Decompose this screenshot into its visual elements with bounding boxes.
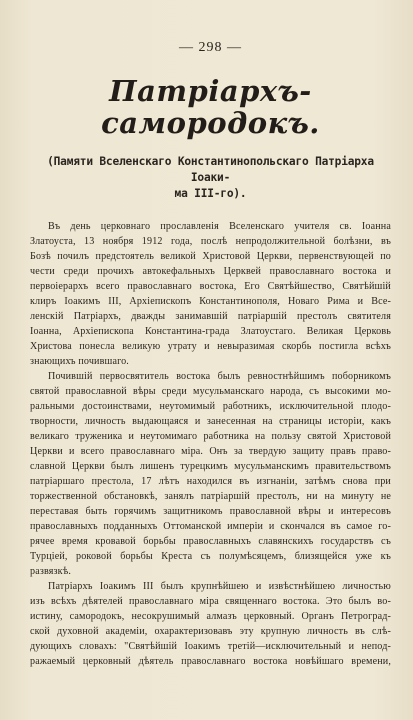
text-line: торжественной обстановкѣ, занялъ патріаршій престолъ, ни на минуту не — [30, 491, 391, 503]
text-line: изъ всѣхъ дѣятелей православнаго міра священнаго востока. Это былъ во- — [30, 596, 391, 608]
text-line: развязкѣ. — [30, 566, 72, 578]
text-line: славной Церкви былъ лишенъ турецкимъ мусульманскимъ правительствомъ — [30, 461, 391, 473]
text-line: ражаемый церковный дѣятель православнаго востока новѣйшаго времени, — [30, 656, 391, 668]
text-line: Въ день церковнаго прославленія Вселенскаго учителя св. Іоанна — [48, 221, 391, 233]
text-line: Бозѣ почилъ предстоятель великой Христовой Церкви, первенствующей по — [30, 251, 391, 263]
text-line: переставая быть горячимъ защитникомъ православной вѣры и интересовъ — [30, 506, 391, 518]
text-line: клиръ Іоакимъ III, Архіепископъ Константинополя, Новаго Рима и Все- — [30, 296, 391, 308]
text-line: ральными достоинствами, неутомимый работникъ, исключительной плодо- — [30, 401, 391, 413]
paragraph — [30, 369, 391, 579]
text-line: Турціей, роковой борьбы Креста съ полумѣсяцемъ, близящейся уже къ — [30, 551, 391, 563]
text-line: великаго труженика и неутомимаго работника на пользу святой Христовой — [30, 431, 391, 443]
article-body — [30, 219, 391, 669]
text-line: Златоуста, 13 ноября 1912 года, послѣ непродолжительной болѣзни, въ — [30, 236, 391, 248]
text-line: истину, самородокъ, несокрушимый алмазъ церковный. Органъ Петроград- — [30, 611, 391, 623]
subtitle-line: (Памяти Вселенскаго Константинопольскаго Патріарха Іоаки- — [47, 154, 374, 185]
text-line: святой православной вѣры среди мусульманскаго народа, съ высокими мо- — [30, 386, 391, 398]
page-number: — 298 — — [179, 40, 242, 55]
text-line: рячее время кровавой борьбы православныхъ славянскихъ государствъ съ — [30, 536, 391, 548]
text-line: православныхъ подданныхъ Оттоманской имперіи и скончался въ самое го- — [30, 521, 391, 533]
text-line: Христова понесла великую утрату и невыразимая скорбь постигла всѣхъ — [30, 341, 391, 353]
text-line: патріаршаго престола, 17 лѣтъ находился въ изгнаніи, затѣмъ снова при — [30, 476, 391, 488]
text-line: Почившій первосвятитель востока былъ ревностнѣйшимъ поборникомъ — [48, 371, 391, 383]
text-line: Церкви и всего православнаго міра. Онъ за твердую защиту правъ право- — [30, 446, 391, 458]
text-line: первоіерархъ всего православнаго востока, Его Святѣйшество, Святѣйшій — [30, 281, 391, 293]
text-line: Іоанна, Архіепископа Константина-града Златоустаго. Великая Церковь — [30, 326, 391, 338]
paragraph — [30, 579, 391, 669]
article-title: Патріархъ-самородокъ. — [101, 74, 320, 140]
text-line: творности, личность выдающаяся и занесенная на страницы исторіи, какъ — [30, 416, 391, 428]
text-line: знающихъ почившаго. — [30, 356, 129, 368]
text-line: ской духовной академіи, охарактеризовавъ эту крупную личность въ слѣ- — [30, 626, 391, 638]
subtitle-line: ма III-го). — [174, 187, 247, 201]
text-line: ленскій Патріархъ, дважды занимавшій патріаршій престолъ святителя — [30, 311, 391, 323]
text-line: дующихъ словахъ: "Святѣйшій Іоакимъ третій—исключительный и непод- — [30, 641, 391, 653]
paragraph — [30, 219, 391, 369]
text-line: чести среди прочихъ автокефальныхъ Церквей православнаго востока и — [30, 266, 391, 278]
text-line: Патріархъ Іоакимъ III былъ крупнѣйшею и извѣстнѣйшею личностью — [48, 581, 391, 593]
article-subtitle — [34, 154, 387, 203]
